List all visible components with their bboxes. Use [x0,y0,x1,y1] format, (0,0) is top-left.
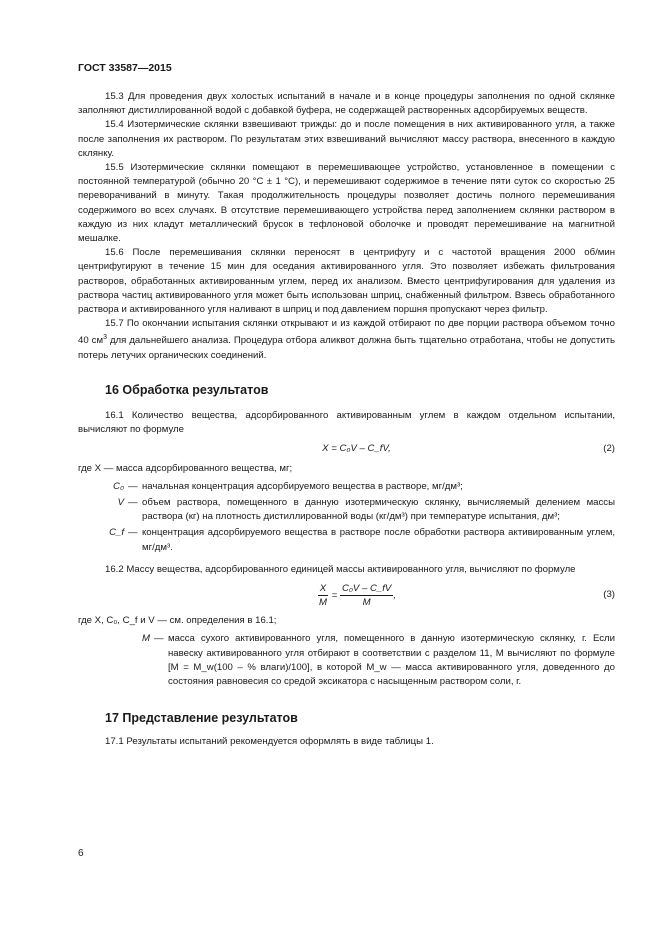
formula-3 [78,582,615,609]
paragraph-15-3: 15.3 Для проведения двух холостых испытаний в начале и в конце процедуры заполнения по одной склянке заполняют дистиллированной водой с добавкой буфера, не содержащей растворенных адсорбируемых веществ. [78,91,615,117]
definition-text: объем раствора, помещенного в данную изотермическую склянку, вычисляемый делением массы раствора (кг) на плотность дистиллированной воды (кг/дм³) при температуре испытания, дм³; [142,497,615,523]
definition-v: V — объем раствора, помещенного в данную изотермическую склянку, вычисляемый делением массы раствора (кг) на плотность дистиллированной воды (кг/дм³) при температуре испытания, дм³; [78,496,615,524]
definitions-list [78,480,615,555]
document-number: ГОСТ 33587—2015 [78,62,172,74]
section-16-heading: 16 Обработка результатов [105,382,269,397]
definition-symbol: M [142,633,150,645]
paragraph-15-4: 15.4 Изотермические склянки взвешивают трижды: до и после помещения в них активированного угля, а также после заполнения их раствором. По результатам этих взвешиваний вычисляют массу раствора, внесенного в каждую склянку. [78,119,615,159]
definition-symbol: V [117,497,124,509]
formula-3-expression: $\frac{X}{M}$ = $\frac{\text{C₀V – C\_fV}}{M}$ , [319,583,396,609]
where-intro: где X — масса адсорбированного вещества, мг; [78,462,293,474]
definition-text: масса сухого активированного угля, помещенного в данную изотермическую склянку, г. Если навеску активированного угля отбирают в соответствии с разделом 11, M вычисляют по формуле [M = M_w(100 – % влаги)/100], в которой M_w — масса активированного угля, доведенного до состояния равновесия со средой эксикатора с насыщенным раствором соли, г. [168,633,615,687]
document-body [78,90,615,750]
definition-cf: C_f — концентрация адсорбируемого вещества в растворе после обработки раствора активированным углем, мг/дм³. [78,526,615,554]
page-number: 6 [78,848,84,859]
paragraph-15-6: 15.6 После перемешивания склянки переносят в центрифугу и с частотой вращения 2000 об/мин центрифугируют в течение 15 мин для оседания активированного угля. Это позволяет избежать фильтрования растворов, обработанных активированным углем, перед их анализом. Вместо центрифугирования для удаления из раствора частиц активированного угля может быть использован шприц, снабженный фильтром. Взвесь обработанного раствора и активированного угля наливают в шприц и под давлением поршня пропускают через фильтр. [78,247,615,316]
definition-m: M — масса сухого активированного угля, помещенного в данную изотермическую склянку, г. Если навеску активированного угля отбирают в соответствии с разделом 11, M вычисляют по формуле [M = M_w(100 – % влаги)/100], в которой M_w — масса активированного угля, доведенного до состояния равновесия со средой эксикатора с насыщенным раствором соли, г. [78,632,615,689]
formula-2-number: (2) [603,443,615,455]
formula-2-expression: X = C₀V – C_fV, [322,443,391,455]
definition-text: начальная концентрация адсорбируемого вещества в растворе, мг/дм³; [142,480,463,492]
paragraph-16-1: 16.1 Количество вещества, адсорбированного активированным углем в каждом отдельном испытании, вычисляют по формуле [78,410,615,436]
definition-symbol: C_f [109,527,124,539]
section-17-heading: 17 Представление результатов [105,711,298,726]
definition-symbol: C₀ [113,480,124,492]
definition-c0: C₀ — начальная концентрация адсорбируемого вещества в растворе, мг/дм³; [78,480,615,494]
paragraph-15-7: 15.7 По окончании испытания склянки открывают и из каждой отбирают по две порции раствора объемом точно 40 $см^3$ для дальнейшего анализа. Процедура отбора аликвот должна быть тщательно отработана, чтобы не допустить потерь летучих органических соединений. [78,318,615,361]
formula-3-number: (3) [603,589,615,601]
formula-2 [78,442,615,456]
definition-text: концентрация адсорбируемого вещества в растворе после обработки раствора активированным углем, мг/дм³. [142,527,615,553]
paragraph-16-2: 16.2 Массу вещества, адсорбированного единицей массы активированного угля, вычисляют по формуле [105,563,576,575]
paragraph-17-1: 17.1 Результаты испытаний рекомендуется оформлять в виде таблицы 1. [105,736,434,748]
paragraph-15-5: 15.5 Изотермические склянки помещают в перемешивающее устройство, установленное в помещении с постоянной температурой (обычно 20 °С ± 1 °С), и перемешивают содержимое в течение пяти суток со скоростью 25 переворачиваний в минуту. Такая продолжительность процедуры позволяет достичь полного перемешивания содержимого во всех случаях. В отсутствие перемешивающего устройства перед заполнением склянки раствором в каждую из них кладут металлический брусок в тефлоновой оболочке и проводят перемешивание на магнитной мешалке. [78,162,615,245]
where-intro-2: где X, C₀, C_f и V — см. определения в 16.1; [78,615,277,627]
